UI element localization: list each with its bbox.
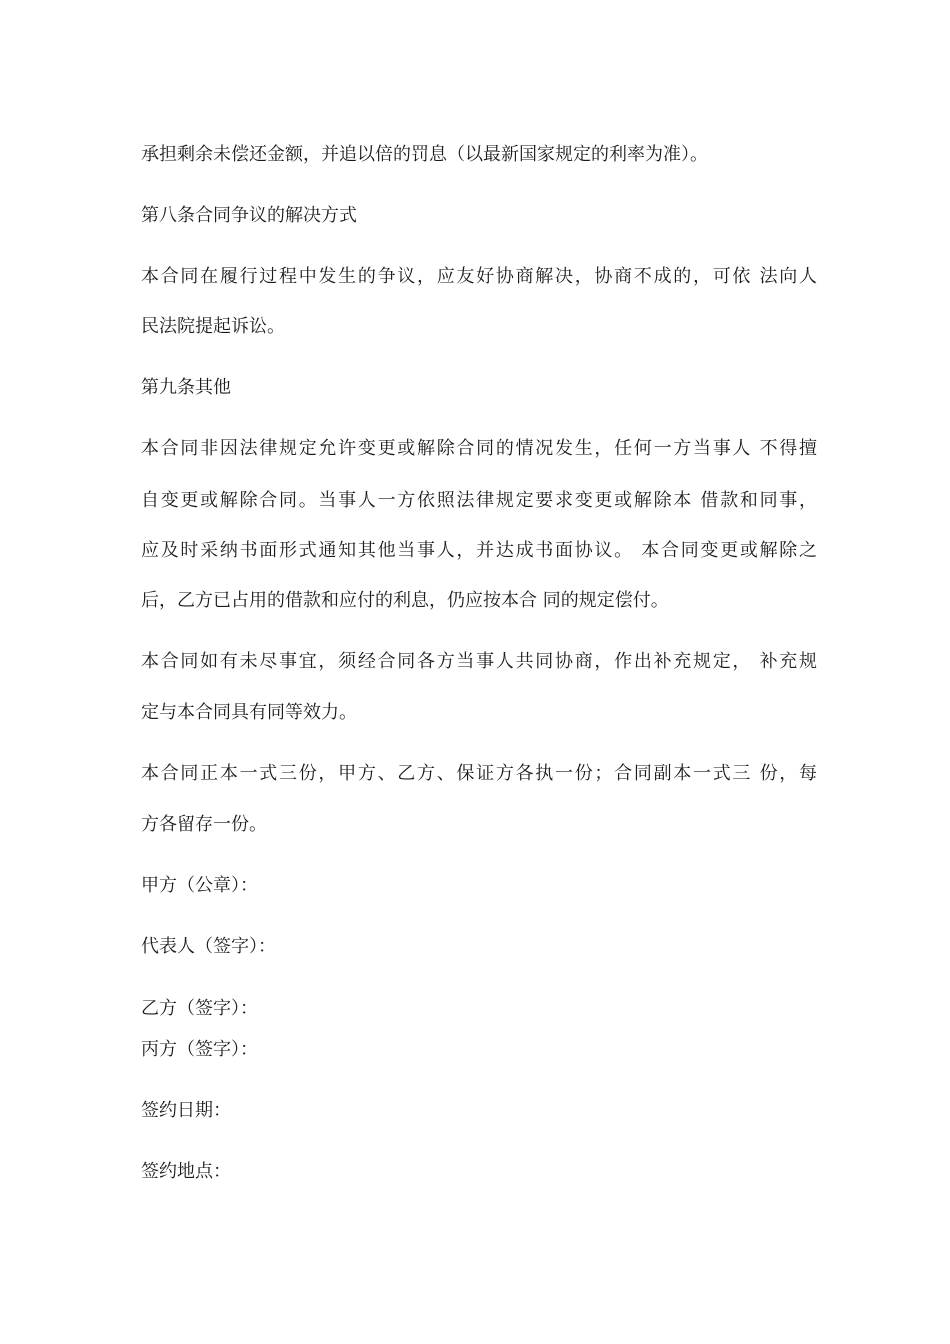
text-line-remaining-amount: 承担剩余未偿还金额，并追以倍的罚息（以最新国家规定的利率为准）。 — [141, 144, 708, 165]
text-line-other-4: 后，乙方已占用的借款和应付的利息，仍应按本合 同的规定偿付。 — [141, 590, 669, 611]
text-line-supplement-1: 本合同如有未尽事宜，须经合同各方当事人共同协商，作出补充规定， 补充规 — [141, 651, 817, 672]
signing-date-label: 签约日期： — [141, 1100, 231, 1121]
party-c-signature-label: 丙方（签字）： — [141, 1039, 258, 1060]
party-a-seal-label: 甲方（公章）： — [141, 875, 258, 896]
party-b-signature-label: 乙方（签字）： — [141, 998, 258, 1019]
text-line-other-3: 应及时采纳书面形式通知其他当事人，并达成书面协议。 本合同变更或解除之 — [141, 540, 817, 561]
text-line-copies-1: 本合同正本一式三份，甲方、乙方、保证方各执一份；合同副本一式三 份，每 — [141, 763, 817, 784]
text-line-dispute-1: 本合同在履行过程中发生的争议，应友好协商解决，协商不成的，可依 法向人 — [141, 266, 817, 287]
text-line-copies-2: 方各留存一份。 — [141, 814, 267, 835]
representative-signature-label: 代表人（签字）： — [141, 936, 276, 957]
text-line-supplement-2: 定与本合同具有同等效力。 — [141, 702, 357, 723]
heading-article-9: 第九条其他 — [141, 377, 231, 398]
text-line-other-1: 本合同非因法律规定允许变更或解除合同的情况发生，任何一方当事人 不得擅 — [141, 438, 817, 459]
text-line-other-2: 自变更或解除合同。当事人一方依照法律规定要求变更或解除本 借款和同事， — [141, 490, 817, 511]
text-line-dispute-2: 民法院提起诉讼。 — [141, 316, 285, 337]
heading-article-8: 第八条合同争议的解决方式 — [141, 205, 357, 226]
signing-place-label: 签约地点： — [141, 1161, 231, 1182]
